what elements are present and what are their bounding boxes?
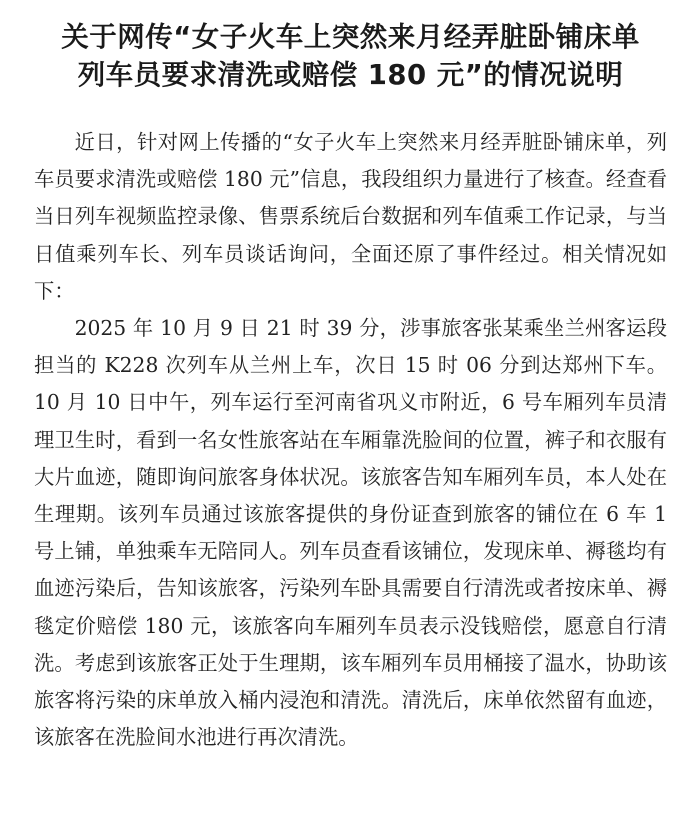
document-title <box>34 18 667 94</box>
document-body <box>34 124 667 756</box>
title-line-1: 关于网传“女子火车上突然来月经弄脏卧铺床单 <box>61 21 640 53</box>
paragraph-details: 2025 年 10 月 9 日 21 时 39 分，涉事旅客张某乘坐兰州客运段担当的 K228 次列车从兰州上车，次日 15 时 06 分到达郑州下车。10 月 10 日中午，列车运行至河南省巩义市附近，6 号车厢列车员清理卫生时，看到一名女性旅客站在车厢靠洗脸间的位置，裤子和衣服有大片血迹，随即询问旅客身体状况。该旅客告知车厢列车员，本人处在生理期。该列车员通过该旅客提供的身份证查到旅客的铺位在 6 车 1 号上铺，单独乘车无陪同人。列车员查看该铺位，发现床单、褥毯均有血迹污染后，告知该旅客，污染列车卧具需要自行清洗或者按床单、褥毯定价赔偿 180 元，该旅客向车厢列车员表示没钱赔偿，愿意自行清洗。考虑到该旅客正处于生理期，该车厢列车员用桶接了温水，协助该旅客将污染的床单放入桶内浸泡和清洗。清洗后，床单依然留有血迹，该旅客在洗脸间水池进行再次清洗。 <box>34 316 667 750</box>
paragraph-intro: 近日，针对网上传播的“女子火车上突然来月经弄脏卧铺床单，列车员要求清洗或赔偿 180 元”信息，我段组织力量进行了核查。经查看当日列车视频监控录像、售票系统后台数据和列车值乘工作记录，与当日值乘列车长、列车员谈话询问，全面还原了事件经过。相关情况如下： <box>34 130 667 303</box>
title-line-2: 列车员要求清洗或赔偿 180 元”的情况说明 <box>77 59 624 91</box>
